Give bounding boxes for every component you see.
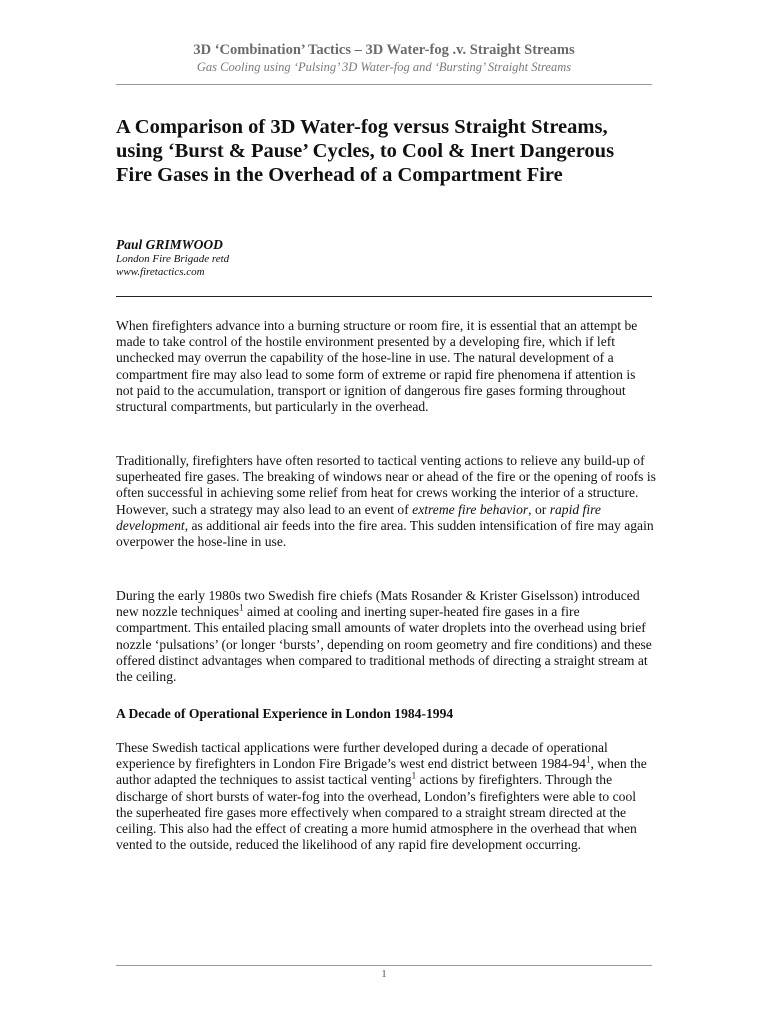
- page-number: 1: [381, 968, 387, 980]
- paragraph-venting: [116, 453, 656, 550]
- paragraph-text: aimed at cooling and inerting super-heated fire gases in a fire compartment. This entailed placing small amounts of water droplets into the overhead using brief nozzle ‘pulsations’ (or longer ‘bursts’, depending on room geometry and fire conditions) and these offered distinct advantages when compared to traditional methods of directing a straight stream at the ceiling.: [116, 604, 652, 685]
- paragraph-london-experience: [116, 740, 656, 853]
- paragraph-intro: When firefighters advance into a burning structure or room fire, it is essential that an attempt be made to take control of the hostile environment presented by a developing fire, which if left unchecked may overrun the capability of the hose-line in use. The natural development of a compartment fire may also lead to some form of extreme or rapid fire phenomena if attention is not paid to the accumulation, transport or ignition of dangerous fire gases forming throughout structural compartments, but particularly in the overhead.: [116, 318, 638, 415]
- emphasis-extreme-fire-behavior: extreme fire behavior: [412, 501, 529, 517]
- footnote-ref: 1: [239, 602, 244, 613]
- section-heading: A Decade of Operational Experience in London 1984-1994: [116, 706, 454, 721]
- running-header-subtitle: Gas Cooling using ‘Pulsing’ 3D Water-fog and ‘Bursting’ Straight Streams: [196, 60, 572, 74]
- paragraph-text: actions by firefighters. Through the discharge of short bursts of water-fog into the overhead, London’s firefighters were able to cool the superheated fire gases more effectively when compared to a straight stream directed at the ceiling. This also had the effect of creating a more humid atmosphere in the overhead that when vented to the outside, reduced the likelihood of any rapid fire development occurring.: [116, 772, 637, 853]
- byline-divider: [116, 296, 652, 297]
- paragraph-text: , or: [528, 501, 550, 517]
- article-title: A Comparison of 3D Water-fog versus Straight Streams, using ‘Burst & Pause’ Cycles, to Cool & Inert Dangerous Fire Gases in the Overhead of a Compartment Fire: [116, 116, 615, 186]
- author-affiliation: London Fire Brigade retd: [116, 253, 230, 265]
- paragraph-swedish-techniques: [116, 588, 656, 685]
- paragraph-text: During the early 1980s two Swedish fire chiefs (Mats Rosander & Krister Giselsson) introduced new nozzle techniques: [116, 588, 640, 620]
- footer-divider: [116, 965, 652, 966]
- paragraph-text: , as additional air feeds into the fire area. This sudden intensification of fire may again overpower the hose-line in use.: [116, 517, 654, 550]
- footnote-ref: 1: [411, 770, 417, 781]
- running-header: [116, 41, 652, 75]
- paragraph-text: These Swedish tactical applications were further developed during a decade of operational experience by firefighters in London Fire Brigade’s west end district between 1984-94: [116, 740, 608, 772]
- header-divider: [116, 84, 652, 85]
- emphasis-rapid-fire-development: rapid fire development: [116, 501, 601, 533]
- footnote-ref: 1: [585, 754, 591, 765]
- paragraph-text: , when the author adapted the techniques to assist tactical venting: [116, 756, 647, 788]
- author-name: Paul GRIMWOOD: [116, 237, 223, 252]
- paragraph-text: Traditionally, firefighters have often resorted to tactical venting actions to relieve any build-up of superheated fire gases. The breaking of windows near or ahead of the fire or the opening of roofs is often successful in achieving some relief from heat for crews working the interior of a structure. However, such a strategy may also lead to an event of: [116, 453, 656, 517]
- author-website: www.firetactics.com: [116, 266, 205, 278]
- byline: [116, 237, 229, 279]
- running-header-title: 3D ‘Combination’ Tactics – 3D Water-fog .v. Straight Streams: [193, 42, 575, 58]
